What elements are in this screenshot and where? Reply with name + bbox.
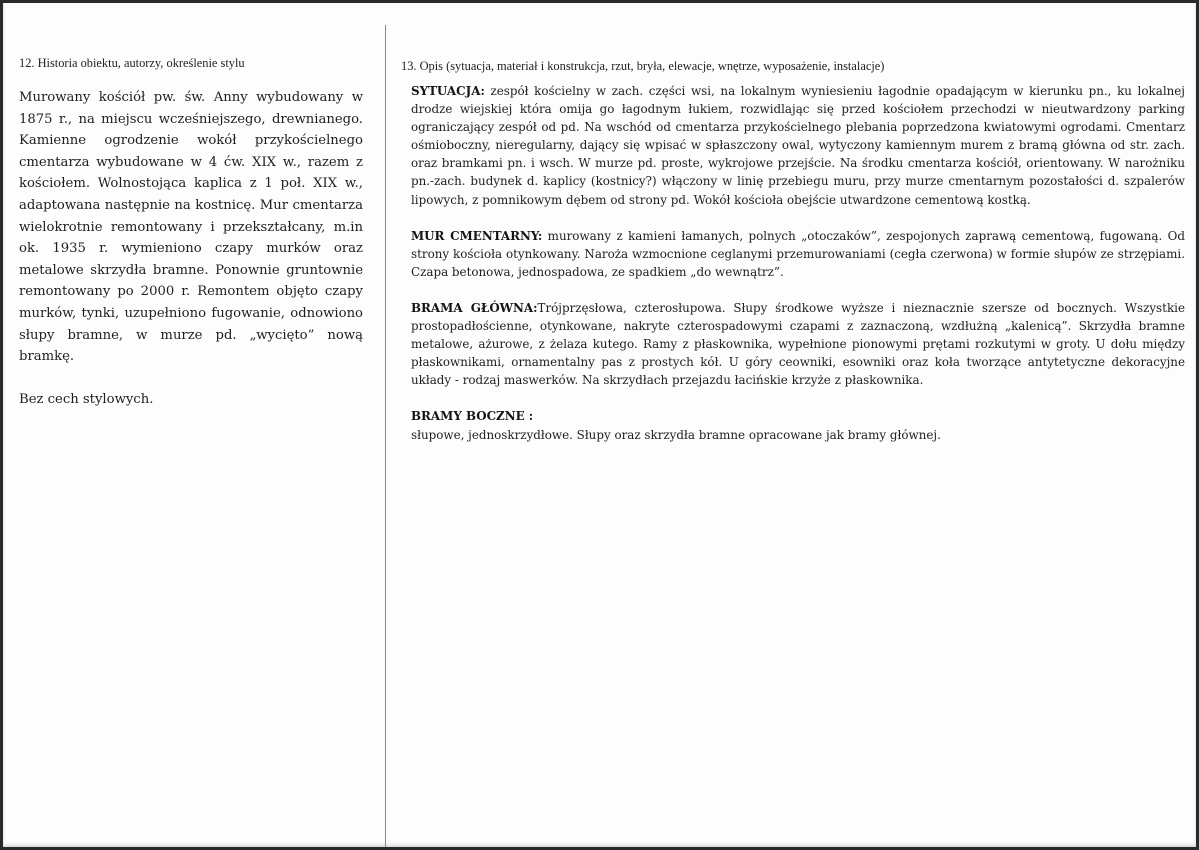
section-main-gate bbox=[411, 299, 1185, 389]
section-main-gate-label: BRAMA GŁÓWNA: bbox=[411, 300, 538, 315]
style-note-paragraph: Bez cech stylowych. bbox=[19, 391, 154, 407]
section-side-gates-label: BRAMY BOCZNE : bbox=[411, 409, 534, 424]
history-heading: 12. Historia obiektu, autorzy, określenie stylu bbox=[19, 56, 245, 70]
description-heading: 13. Opis (sytuacja, materiał i konstrukcja, rzut, bryła, elewacje, wnętrze, wyposażenie, instalacje) bbox=[401, 59, 885, 73]
history-column bbox=[19, 55, 369, 410]
history-paragraph: Murowany kościół pw. św. Anny wybudowany w 1875 r., na miejscu wcześniejszego, drewnianego. Kamienne ogrodzenie wokół przykościelnego cmentarza wybudowane w 4 ćw. XIX w., razem z kościołem. Wolnostojąca kaplica z 1 poł. XIX w., adaptowana następnie na kostnicę. Mur cmentarza wielokrotnie remontowany i przekształcany, m.in ok. 1935 r. wymieniono czapy murków oraz metalowe skrzydła bramne. Ponownie gruntownie remontowany po 2000 r. Remontem objęto czapy murków, tynki, uzupełniono fugowanie, odnowiono słupy bramne, w murze pd. „wycięto” nową bramkę. bbox=[19, 90, 363, 365]
description-body bbox=[401, 82, 1185, 444]
section-cemetery-wall-text: murowany z kamieni łamanych, polnych „otoczaków”, zespojonych zaprawą cementową, fugowaną. Od strony kościoła otynkowany. Naroża wzmocnione ceglanymi przemurowaniami (cegła czerwona) w formie słupów ze strzępiami. Czapa betonowa, jednospadowa, ze spadkiem „do wewnątrz”. bbox=[411, 228, 1185, 279]
section-cemetery-wall bbox=[411, 227, 1185, 281]
section-side-gates-text: słupowe, jednoskrzydłowe. Słupy oraz skrzydła bramne opracowane jak bramy głównej. bbox=[411, 427, 941, 442]
section-side-gates bbox=[411, 407, 1185, 443]
section-cemetery-wall-label: MUR CMENTARNY: bbox=[411, 228, 543, 243]
section-main-gate-text: Trójprzęsłowa, czterosłupowa. Słupy środkowe wyższe i nieznacznie szersze od bocznych. Wszystkie prostopadłościenne, otynkowane, nakryte czterospadowymi czapami z zaznaczoną, wzdłużną „kalenicą”. Skrzydła bramne metalowe, ażurowe, z żelaza kutego. Ramy z płaskownika, wypełnione pionowymi prętami rozkutymi w groty. U dołu między płaskownikami, ornamentalny pas z prostych kół. U góry ceowniki, esowniki oraz koła tworzące antytetyczne dekoracyjne układy - rodzaj maswerków. Na skrzydłach przejazdu łacińskie krzyże z płaskownika. bbox=[411, 300, 1185, 388]
history-body bbox=[19, 87, 369, 410]
section-situation bbox=[411, 82, 1185, 209]
scanned-document-page bbox=[3, 3, 1196, 847]
section-situation-text: zespół kościelny w zach. części wsi, na lokalnym wyniesieniu łagodnie opadającym w kierunku pn., ku lokalnej drodze wiejskiej która omija go łagodnym łukiem, rozwidlając się przed kościołem przechodzi w nieutwardzony parking ograniczający zespół od pd. Na wschód od cmentarza przykościelnego plebania poprzedzona kwiatowymi ogrodami. Cmentarz ośmioboczny, nieregularny, dający się wpisać w spłaszczony owal, wytyczony kamiennym murem z bramą główna od str. zach. oraz bramkami pn. i wsch. W murze pd. proste, wykrojowe przejście. Na środku cmentarza kościół, orientowany. W narożniku pn.-zach. budynek d. kaplicy (kostnicy?) włączony w linię przebiegu muru, przy murze cmentarnym pozostałości d. szpalerów lipowych, z pomnikowym dębem od strony pd. Wokół kościoła obejście utwardzone cementową kostką. bbox=[411, 84, 1185, 207]
column-divider bbox=[385, 25, 386, 847]
section-situation-label: SYTUACJA: bbox=[411, 84, 485, 98]
description-column bbox=[401, 58, 1185, 462]
